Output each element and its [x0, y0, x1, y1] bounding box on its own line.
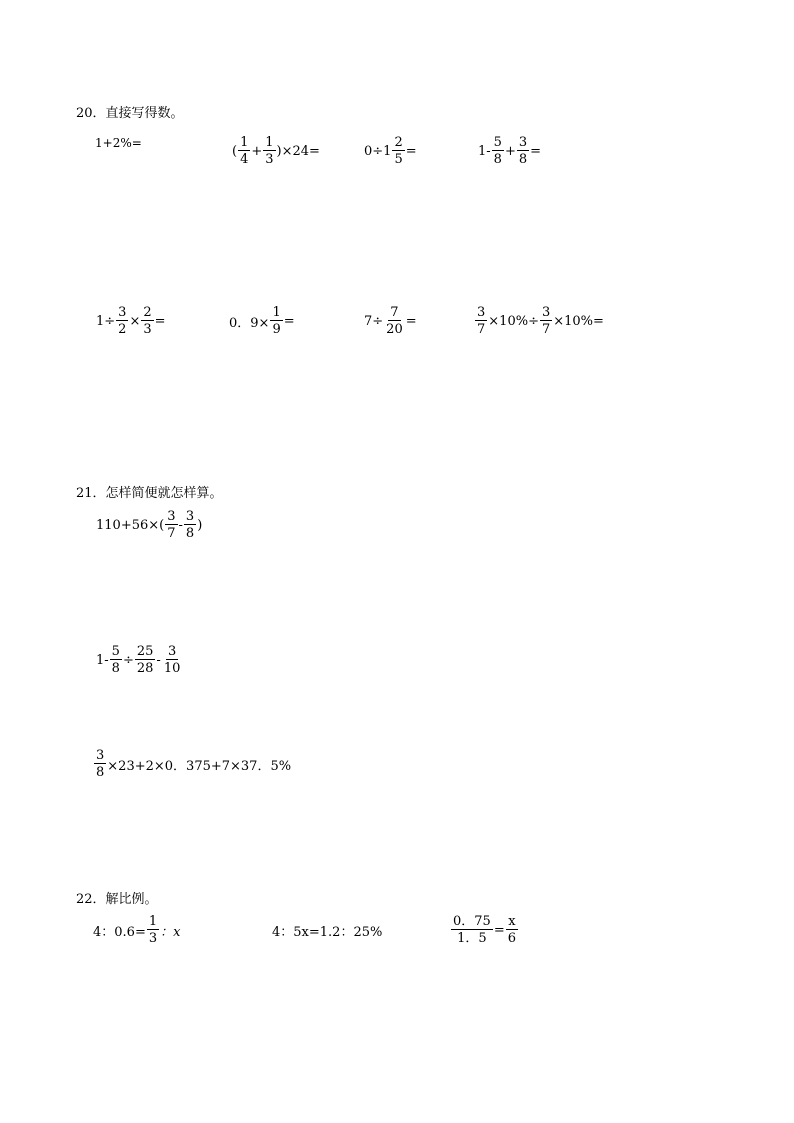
expr-text: 0．9×	[229, 315, 270, 331]
denominator: 8	[493, 152, 502, 167]
denominator: 20	[386, 322, 403, 337]
denominator: 2	[118, 322, 127, 337]
numerator: 1	[272, 305, 281, 320]
expr-21-2	[96, 645, 183, 675]
fraction	[392, 136, 404, 166]
expr-text: +	[251, 143, 263, 159]
expr-text: ×10%=	[553, 313, 604, 329]
expr-21-3	[93, 749, 291, 779]
denominator: 8	[518, 152, 528, 167]
expr-text: =	[405, 143, 417, 159]
expr-text: =	[154, 313, 166, 329]
fraction	[94, 749, 106, 779]
expr-text: ×	[129, 313, 141, 329]
numerator: 5	[111, 644, 120, 659]
fraction	[384, 306, 405, 336]
fraction	[147, 915, 159, 945]
expr-text: )×24=	[276, 143, 320, 159]
expr-20-5	[96, 306, 166, 336]
expr-text: 4：5x=1.2：25%	[272, 925, 383, 940]
denominator: 6	[507, 931, 517, 946]
numerator: 3	[477, 305, 486, 320]
fraction	[263, 136, 275, 166]
fraction	[451, 915, 493, 945]
denominator: 1．5	[457, 931, 487, 946]
expr-20-2	[232, 136, 320, 166]
expr-text: -	[178, 517, 183, 533]
expr-text: ×10%÷	[488, 313, 539, 329]
numerator: 25	[136, 644, 154, 659]
expr-text: 1-	[96, 652, 109, 668]
numerator: 1	[148, 914, 158, 929]
question-21-title: 21．怎样简便就怎样算。	[76, 486, 223, 501]
denominator: 5	[394, 152, 403, 167]
fraction	[165, 510, 177, 540]
expr-text: 1-	[478, 143, 491, 159]
fraction	[141, 306, 153, 336]
numerator: 1	[240, 135, 249, 150]
expr-text: =	[405, 313, 417, 329]
denominator: 3	[265, 152, 274, 167]
expr-text: ÷	[122, 652, 134, 668]
question-22-title: 22．解比例。	[76, 892, 158, 907]
numerator: 3	[185, 509, 195, 524]
denominator: 7	[167, 526, 176, 541]
fraction	[238, 136, 250, 166]
denominator: 7	[541, 322, 551, 337]
numerator: 3	[118, 305, 127, 320]
fraction	[475, 306, 487, 336]
numerator: x	[506, 915, 518, 930]
denominator: 7	[477, 322, 486, 337]
expr-text: =	[493, 922, 505, 938]
fraction	[135, 645, 156, 675]
fraction	[506, 915, 518, 945]
expr-20-1	[95, 136, 142, 150]
numerator: 3	[541, 305, 551, 320]
fraction	[517, 136, 529, 166]
expr-text: ×23+2×0．375+7×37．5%	[107, 758, 292, 774]
expr-text: 4：0.6=	[93, 924, 146, 940]
expr-20-3	[364, 136, 417, 166]
expr-text: 1+2%=	[95, 136, 142, 150]
expr-22-2	[272, 921, 382, 940]
expr-22-1	[93, 915, 180, 945]
fraction	[184, 510, 196, 540]
expr-20-4	[478, 136, 541, 166]
expr-20-7	[364, 306, 417, 336]
fraction	[270, 306, 282, 336]
denominator: 8	[185, 526, 195, 541]
numerator: 1	[265, 135, 274, 150]
expr-text: 110+56×(	[96, 517, 165, 533]
numerator: 2	[143, 305, 152, 320]
denominator: 4	[240, 152, 249, 167]
numerator: 0．75	[453, 914, 491, 929]
denominator: 10	[163, 661, 181, 676]
denominator: 3	[143, 322, 152, 337]
expr-20-6	[229, 306, 295, 336]
expr-22-3	[450, 915, 519, 945]
numerator: 3	[518, 135, 528, 150]
fraction	[116, 306, 128, 336]
fraction	[540, 306, 552, 336]
expr-20-8	[474, 306, 604, 336]
numerator: 2	[394, 135, 403, 150]
numerator: 7	[390, 305, 399, 320]
numerator: 5	[493, 135, 502, 150]
denominator: 9	[272, 322, 281, 337]
expr-text: 7÷	[364, 313, 384, 329]
expr-text: (	[232, 143, 238, 159]
expr-text: )	[197, 517, 203, 533]
denominator: 28	[136, 661, 154, 676]
expr-text: 1÷	[96, 313, 116, 329]
expr-text: -	[156, 652, 161, 668]
expr-21-1	[96, 510, 202, 540]
expr-text: 0÷1	[364, 143, 392, 159]
denominator: 8	[111, 661, 120, 676]
expr-text: +	[504, 143, 516, 159]
denominator: 8	[96, 765, 105, 780]
numerator: 3	[96, 748, 105, 763]
fraction	[110, 645, 122, 675]
expr-text: =	[283, 313, 295, 329]
fraction	[492, 136, 504, 166]
expr-text: ：x	[160, 924, 181, 940]
numerator: 3	[167, 644, 177, 659]
expr-text: =	[530, 143, 542, 159]
fraction	[162, 645, 183, 675]
numerator: 3	[167, 509, 176, 524]
denominator: 3	[148, 931, 158, 946]
question-20-title: 20．直接写得数。	[76, 106, 184, 121]
